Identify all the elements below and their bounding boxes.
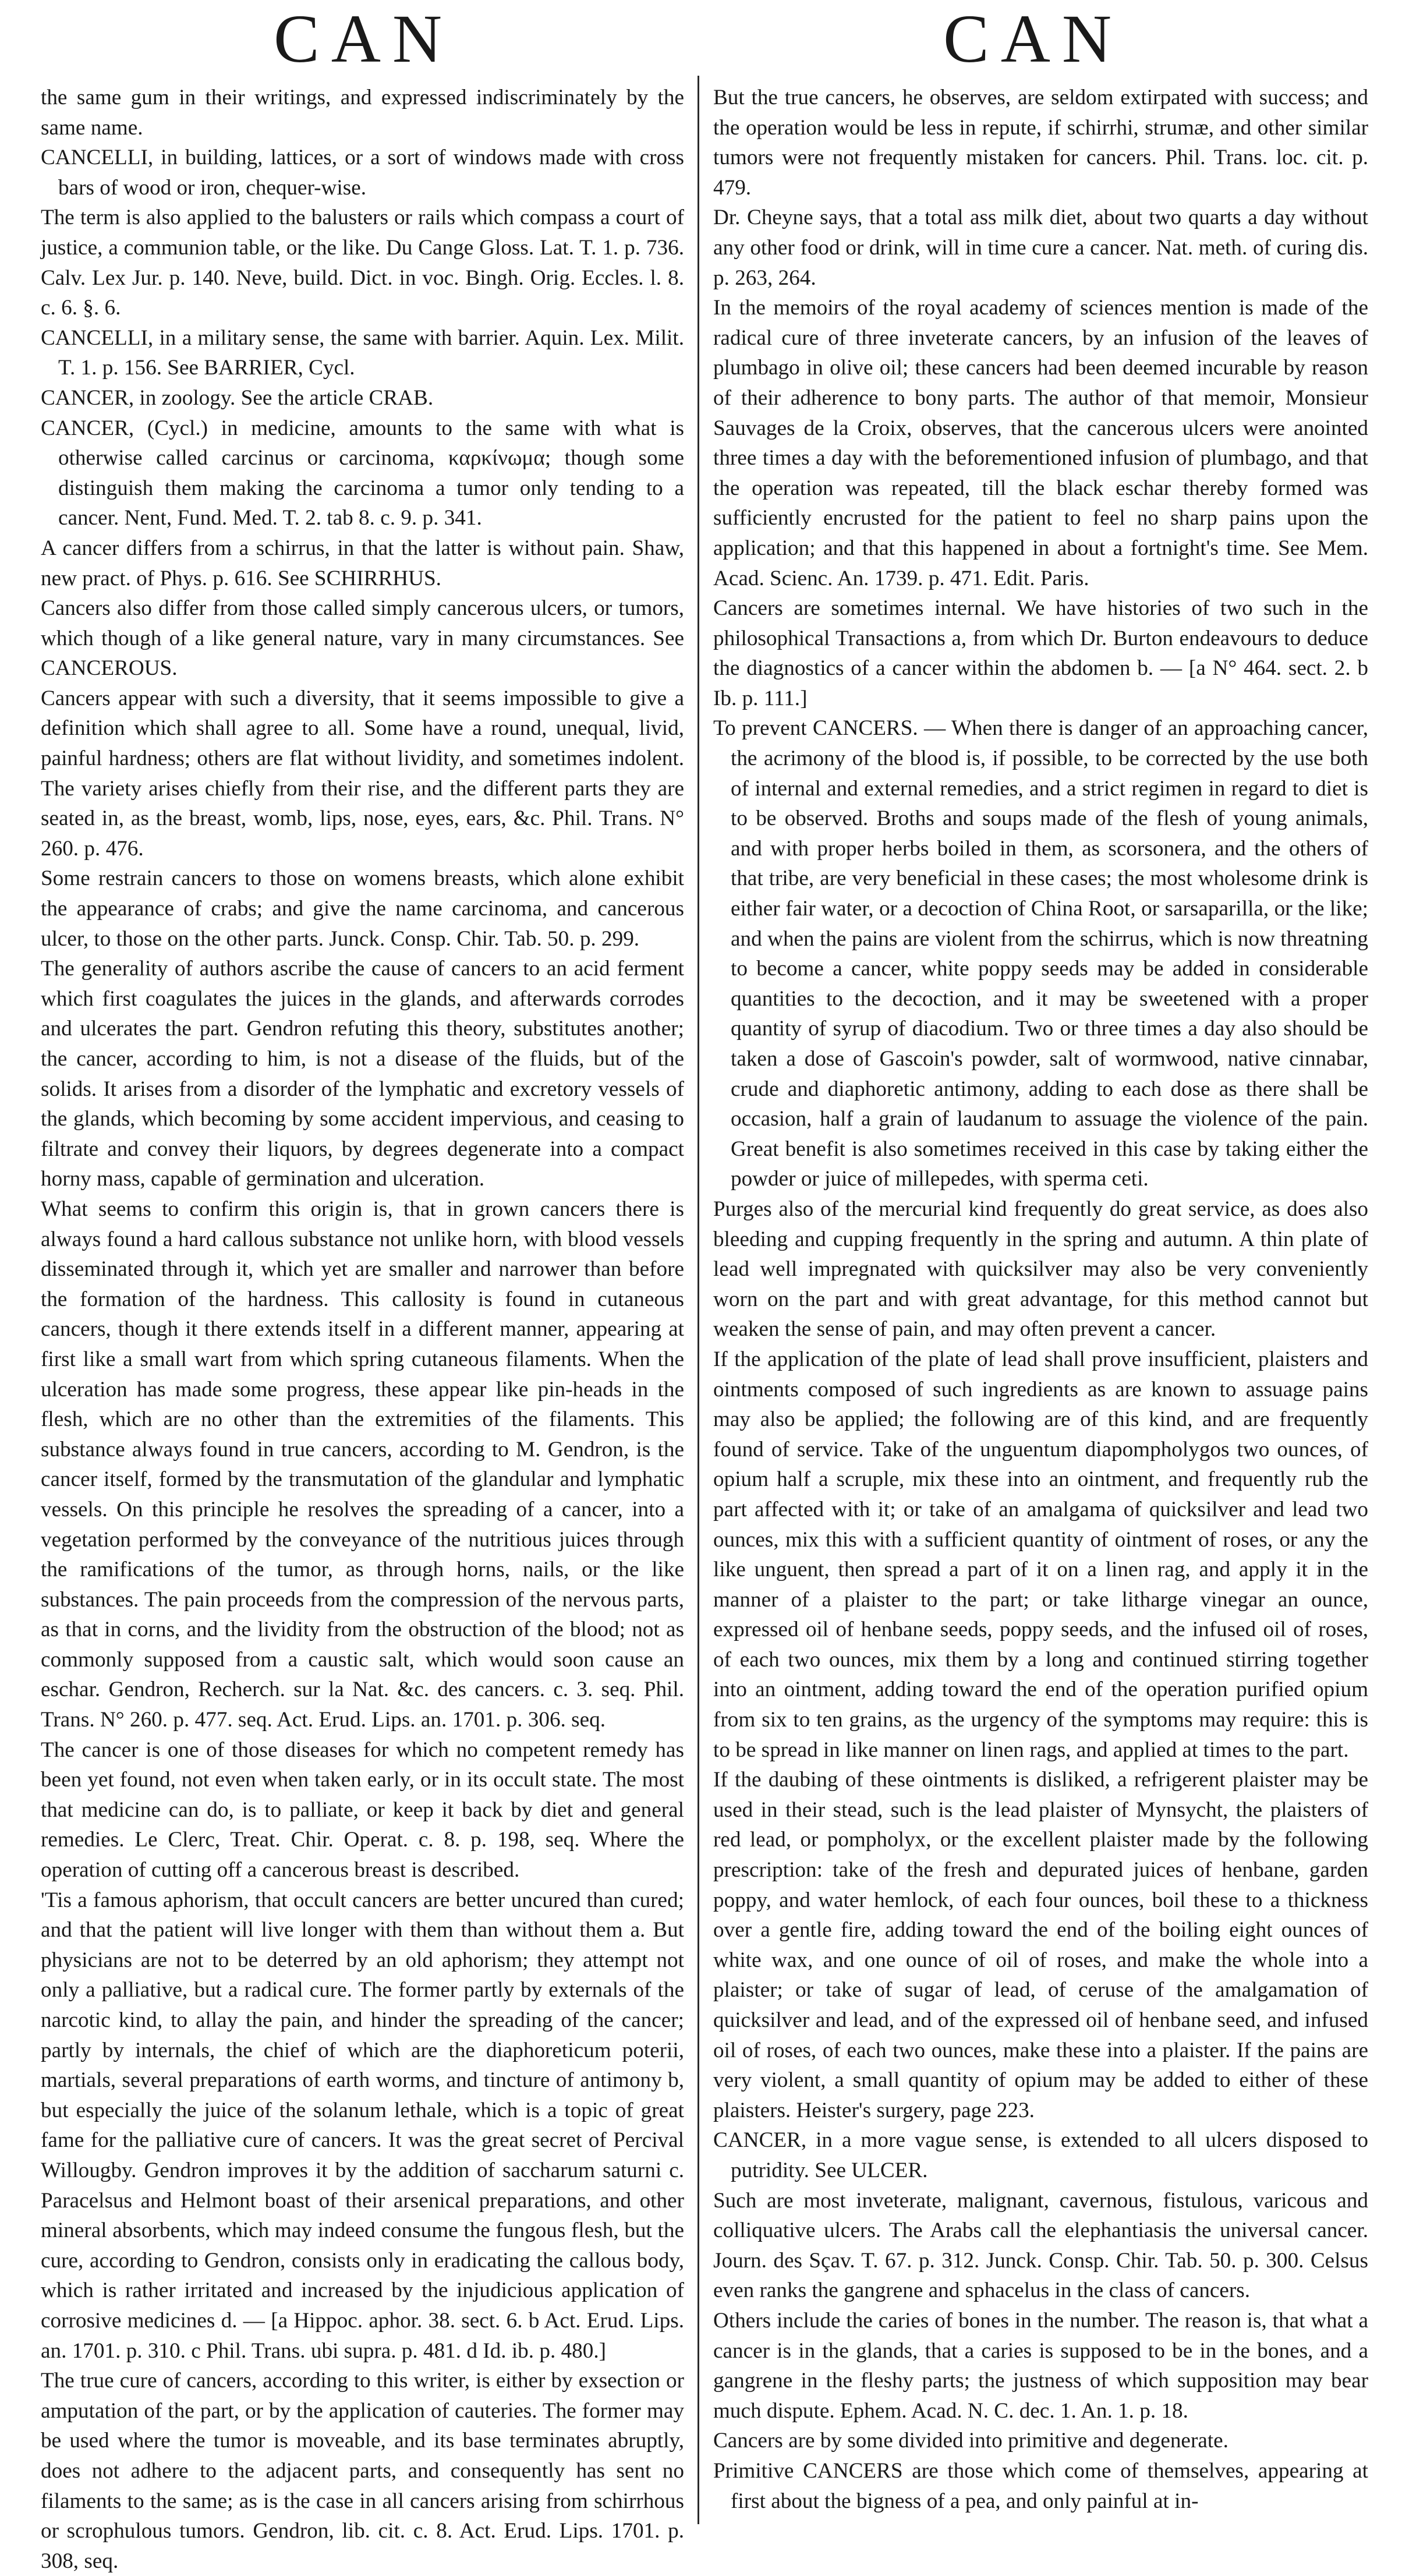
- paragraph: But the true cancers, he observes, are seldom extirpated with success; and the operation would be less in repute, if schirrhi, strumæ, and other similar tumors were not frequently mistaken for cancers. Phil. Trans. loc. cit. p. 479.: [713, 86, 1368, 200]
- entry-prevent-cancers: To prevent CANCERS. — When there is danger of an approaching cancer, the acrimony of the blood is, if possible, to be corrected by the use both of internal and external remedies, and a strict regimen in regard to diet is to be observed. Broths and soups made of the flesh of young animals, and with proper herbs boiled in them, as scorsonera, and the others of that tribe, are very beneficial in these cases; the most wholesome drink is either fair water, or a decoction of China Root, or sarsaparilla, or the like; and when the pains are violent from the schirrus, which is now threatning to become a cancer, white poppy seeds may be added in considerable quantities to the decoction, and it may be sweetened with a proper quantity of syrup of diacodium. Two or three times a day also should be taken a dose of Gascoin's powder, salt of wormwood, native cinnabar, crude and diaphoretic antimony, adding to each dose as there shall be occasion, half a grain of laudanum to assuage the violence of the pain. Great benefit is also sometimes received in this case by taking either the powder or juice of millepedes, with sperma ceti.: [713, 716, 1368, 1191]
- paragraph: If the application of the plate of lead shall prove insufficient, plaisters and ointments composed of such ingredients as are known to assuage pains may also be applied; the following are of this kind, and are frequently found of service. Take of the unguentum diapompholygos two ounces, of opium half a scruple, mix these into an ointment, and frequently rub the part affected with it; or take of an amalgama of quicksilver and lead two ounces, mix this with a sufficient quantity of ointment of roses, or any the like unguent, then spread a part of it on a linen rag, and apply it in the manner of a plaister to the part; or take litharge vinegar an ounce, expressed oil of henbane seeds, poppy seeds, and the infused oil of roses, of each two ounces, mix them by a long and continued stirring together into an ointment, adding toward the end of the operation purified opium from six to ten grains, as the urgency of the symptoms may require: this is to be spread in like manner on linen rags, and applied at times to the part.: [713, 1347, 1368, 1762]
- paragraph: the same gum in their writings, and expressed indiscriminately by the same name.: [41, 86, 684, 140]
- paragraph: A cancer differs from a schirrus, in that the latter is without pain. Shaw, new pract. of Phys. p. 616. See SCHIRRHUS.: [41, 536, 684, 590]
- paragraph: The cancer is one of those diseases for which no competent remedy has been yet found, not even when taken early, or in its occult state. The most that medicine can do, is to palliate, or keep it back by diet and general remedies. Le Clerc, Treat. Chir. Operat. c. 8. p. 198, seq. Where the operation of cutting off a cancerous breast is described.: [41, 1738, 684, 1883]
- paragraph: If the daubing of these ointments is disliked, a refrigerent plaister may be used in their stead, such is the lead plaister of Mynsycht, the plaisters of red lead, or pompholyx, or the excellent plaister made by the following prescription: take of the fresh and depurated juices of henbane, garden poppy, and water hemlock, of each four ounces, boil these to a thickness over a gentle fire, adding toward the end of the boiling eight ounces of white wax, and one ounce of oil of roses, and make the whole into a plaister; or take of sugar of lead, of ceruse of the amalgamation of quicksilver and lead, and of the expressed oil of henbane seed, and infused oil of roses, of each two ounces, make these into a plaister. If the pains are very violent, a small quantity of opium may be added to either of these plaisters. Heister's surgery, page 223.: [713, 1768, 1368, 2122]
- paragraph: The term is also applied to the balusters or rails which compass a court of justice, a communion table, or the like. Du Cange Gloss. Lat. T. 1. p. 736. Calv. Lex Jur. p. 140. Neve, build. Dict. in voc. Bingh. Orig. Eccles. l. 8. c. 6. §. 6.: [41, 206, 684, 320]
- running-head-right: CAN: [943, 1, 1124, 77]
- entry-cancer-zoology: CANCER, in zoology. See the article CRAB.: [41, 385, 434, 410]
- paragraph: 'Tis a famous aphorism, that occult cancers are better uncured than cured; and that the patient will live longer with them than without them a. But physicians are not to be deterred by an old aphorism; they attempt not only a palliative, but a radical cure. The former partly by externals of the narcotic kind, to allay the pain, and hinder the spreading of the cancer; partly by internals, the chief of which are the diaphoreticum poterii, martials, several preparations of earth worms, and tincture of antimony b, but especially the juice of the solanum lethale, which is a topic of great fame for the palliative cure of cancers. It was the great secret of Percival Willougby. Gendron improves it by the addition of saccharum saturni c. Paracelsus and Helmont boast of their arsenical preparations, and other mineral absorbents, which may indeed consume the fungous flesh, but the cure, according to Gendron, consists only in eradicating the callous body, which is rather irritated and increased by the injudicious application of corrosive medicines d. — [a Hippoc. aphor. 38. sect. 6. b Act. Erud. Lips. an. 1701. p. 310. c Phil. Trans. ubi supra. p. 481. d Id. ib. p. 480.]: [41, 1888, 684, 2363]
- paragraph: Cancers also differ from those called simply cancerous ulcers, or tumors, which though of a like general nature, vary in many circumstances. See CANCEROUS.: [41, 596, 684, 681]
- paragraph: In the memoirs of the royal academy of sciences mention is made of the radical cure of three inveterate cancers, by an infusion of the leaves of plumbago in olive oil; these cancers had been deemed incurable by reason of their adherence to bony parts. The author of that memoir, Monsieur Sauvages de la Croix, observes, that the cancerous ulcers were anointed three times a day with the beforementioned infusion of plumbago, and that the operation was repeated, till the black eschar thereby formed was sufficiently encrusted for the patient to feel no sharp pains upon the application; and that this happened in about a fortnight's time. See Mem. Acad. Scienc. An. 1739. p. 471. Edit. Paris.: [713, 296, 1368, 590]
- running-head-left: CAN: [274, 1, 454, 77]
- entry-primitive-cancers: Primitive CANCERS are those which come of themselves, appearing at first about the bigness of a pea, and only painful at in-: [713, 2458, 1368, 2513]
- paragraph: Purges also of the mercurial kind frequently do great service, as does also bleeding and cupping frequently in the spring and autumn. A thin plate of lead well impregnated with quicksilver may also be very conveniently worn on the part and with great advantage, for this method cannot but weaken the sense of pain, and may often prevent a cancer.: [713, 1197, 1368, 1342]
- paragraph: The true cure of cancers, according to this writer, is either by exsection or amputation of the part, or by the application of cauteries. The former may be used where the tumor is moveable, and its base terminates abruptly, does not adhere to the adjacent parts, and consequently has sent no filaments to the same; as is the case in all cancers arising from schirrhous or scrophulous tumors. Gendron, lib. cit. c. 8. Act. Erud. Lips. 1701. p. 308, seq.: [41, 2369, 684, 2573]
- paragraph: Some restrain cancers to those on womens breasts, which alone exhibit the appearance of crabs; and give the name carcinoma, and cancerous ulcer, to those on the other parts. Junck. Consp. Chir. Tab. 50. p. 299.: [41, 866, 684, 951]
- right-column: [713, 83, 1368, 2522]
- paragraph: Cancers appear with such a diversity, that it seems impossible to give a definition which shall agree to all. Some have a round, unequal, livid, painful hardness; others are flat without lividity, and sometimes indolent. The variety arises chiefly from their rise, and the different parts they are seated in, as the breast, womb, lips, nose, eyes, ears, &c. Phil. Trans. N° 260. p. 476.: [41, 686, 684, 861]
- paragraph: The generality of authors ascribe the cause of cancers to an acid ferment which first coagulates the juices in the glands, and afterwards corrodes and ulcerates the part. Gendron refuting this theory, substitutes another; the cancer, according to him, is not a disease of the fluids, but of the solids. It arises from a disorder of the lymphatic and excretory vessels of the glands, which becoming by some accident impervious, and ceasing to filtrate and convey their liquors, by degrees degenerate into a compact horny mass, capable of germination and ulceration.: [41, 957, 684, 1191]
- entry-cancelli-building: CANCELLI, in building, lattices, or a sort of windows made with cross bars of wood or iron, chequer-wise.: [41, 146, 684, 200]
- paragraph: Cancers are sometimes internal. We have histories of two such in the philosophical Transactions a, from which Dr. Burton endeavours to deduce the diagnostics of a cancer within the abdomen b. — [a N° 464. sect. 2. b Ib. p. 111.]: [713, 596, 1368, 710]
- paragraph: Dr. Cheyne says, that a total ass milk diet, about two quarts a day without any other food or drink, will in time cure a cancer. Nat. meth. of curing dis. p. 263, 264.: [713, 206, 1368, 290]
- entry-cancer-medicine: CANCER, (Cycl.) in medicine, amounts to the same with what is otherwise called carcinus or carcinoma, καρκίνωμα; though some distinguish them making the carcinoma a tumor only tending to a cancer. Nent, Fund. Med. T. 2. tab 8. c. 9. p. 341.: [41, 416, 684, 530]
- entry-cancer-vague: CANCER, in a more vague sense, is extended to all ulcers disposed to putridity. See ULCER.: [713, 2128, 1368, 2182]
- column-divider: [698, 76, 699, 2524]
- entry-cancelli-military: CANCELLI, in a military sense, the same with barrier. Aquin. Lex. Milit. T. 1. p. 156. See BARRIER, Cycl.: [41, 325, 684, 380]
- paragraph: Cancers are by some divided into primitive and degenerate.: [713, 2429, 1228, 2453]
- paragraph: Such are most inveterate, malignant, cavernous, fistulous, varicous and colliquative ulcers. The Arabs call the elephantiasis the universal cancer. Journ. des Sçav. T. 67. p. 312. Junck. Consp. Chir. Tab. 50. p. 300. Celsus even ranks the gangrene and sphacelus in the class of cancers.: [713, 2188, 1368, 2303]
- paragraph: Others include the caries of bones in the number. The reason is, that what a cancer is in the glands, that a caries is supposed to be in the bones, and a gangrene in the fleshy parts; the justness of which supposition may bear much dispute. Ephem. Acad. N. C. dec. 1. An. 1. p. 18.: [713, 2308, 1368, 2423]
- left-column: [41, 83, 684, 2573]
- paragraph: What seems to confirm this origin is, that in grown cancers there is always found a hard callous substance not unlike horn, with blood vessels disseminated through it, which yet are smaller and narrower than before the formation of the hardness. This callosity is found in cutaneous cancers, though it there extends itself in a different manner, appearing at first like a small wart from which spring cutaneous filaments. When the ulceration has made some progress, these appear like pin-heads in the flesh, which are no other than the extremities of the filaments. This substance always found in true cancers, according to M. Gendron, is the cancer itself, formed by the transmutation of the glandular and lymphatic vessels. On this principle he resolves the spreading of a cancer, into a vegetation performed by the conveyance of the nutritious juices through the ramifications of the tumor, as through horns, nails, or the like substances. The pain proceeds from the compression of the nervous parts, as that in corns, and the lividity from the obstruction of the blood; not as commonly supposed from a caustic salt, which would soon cause an eschar. Gendron, Recherch. sur la Nat. &c. des cancers. c. 3. seq. Phil. Trans. N° 260. p. 477. seq. Act. Erud. Lips. an. 1701. p. 306. seq.: [41, 1197, 684, 1732]
